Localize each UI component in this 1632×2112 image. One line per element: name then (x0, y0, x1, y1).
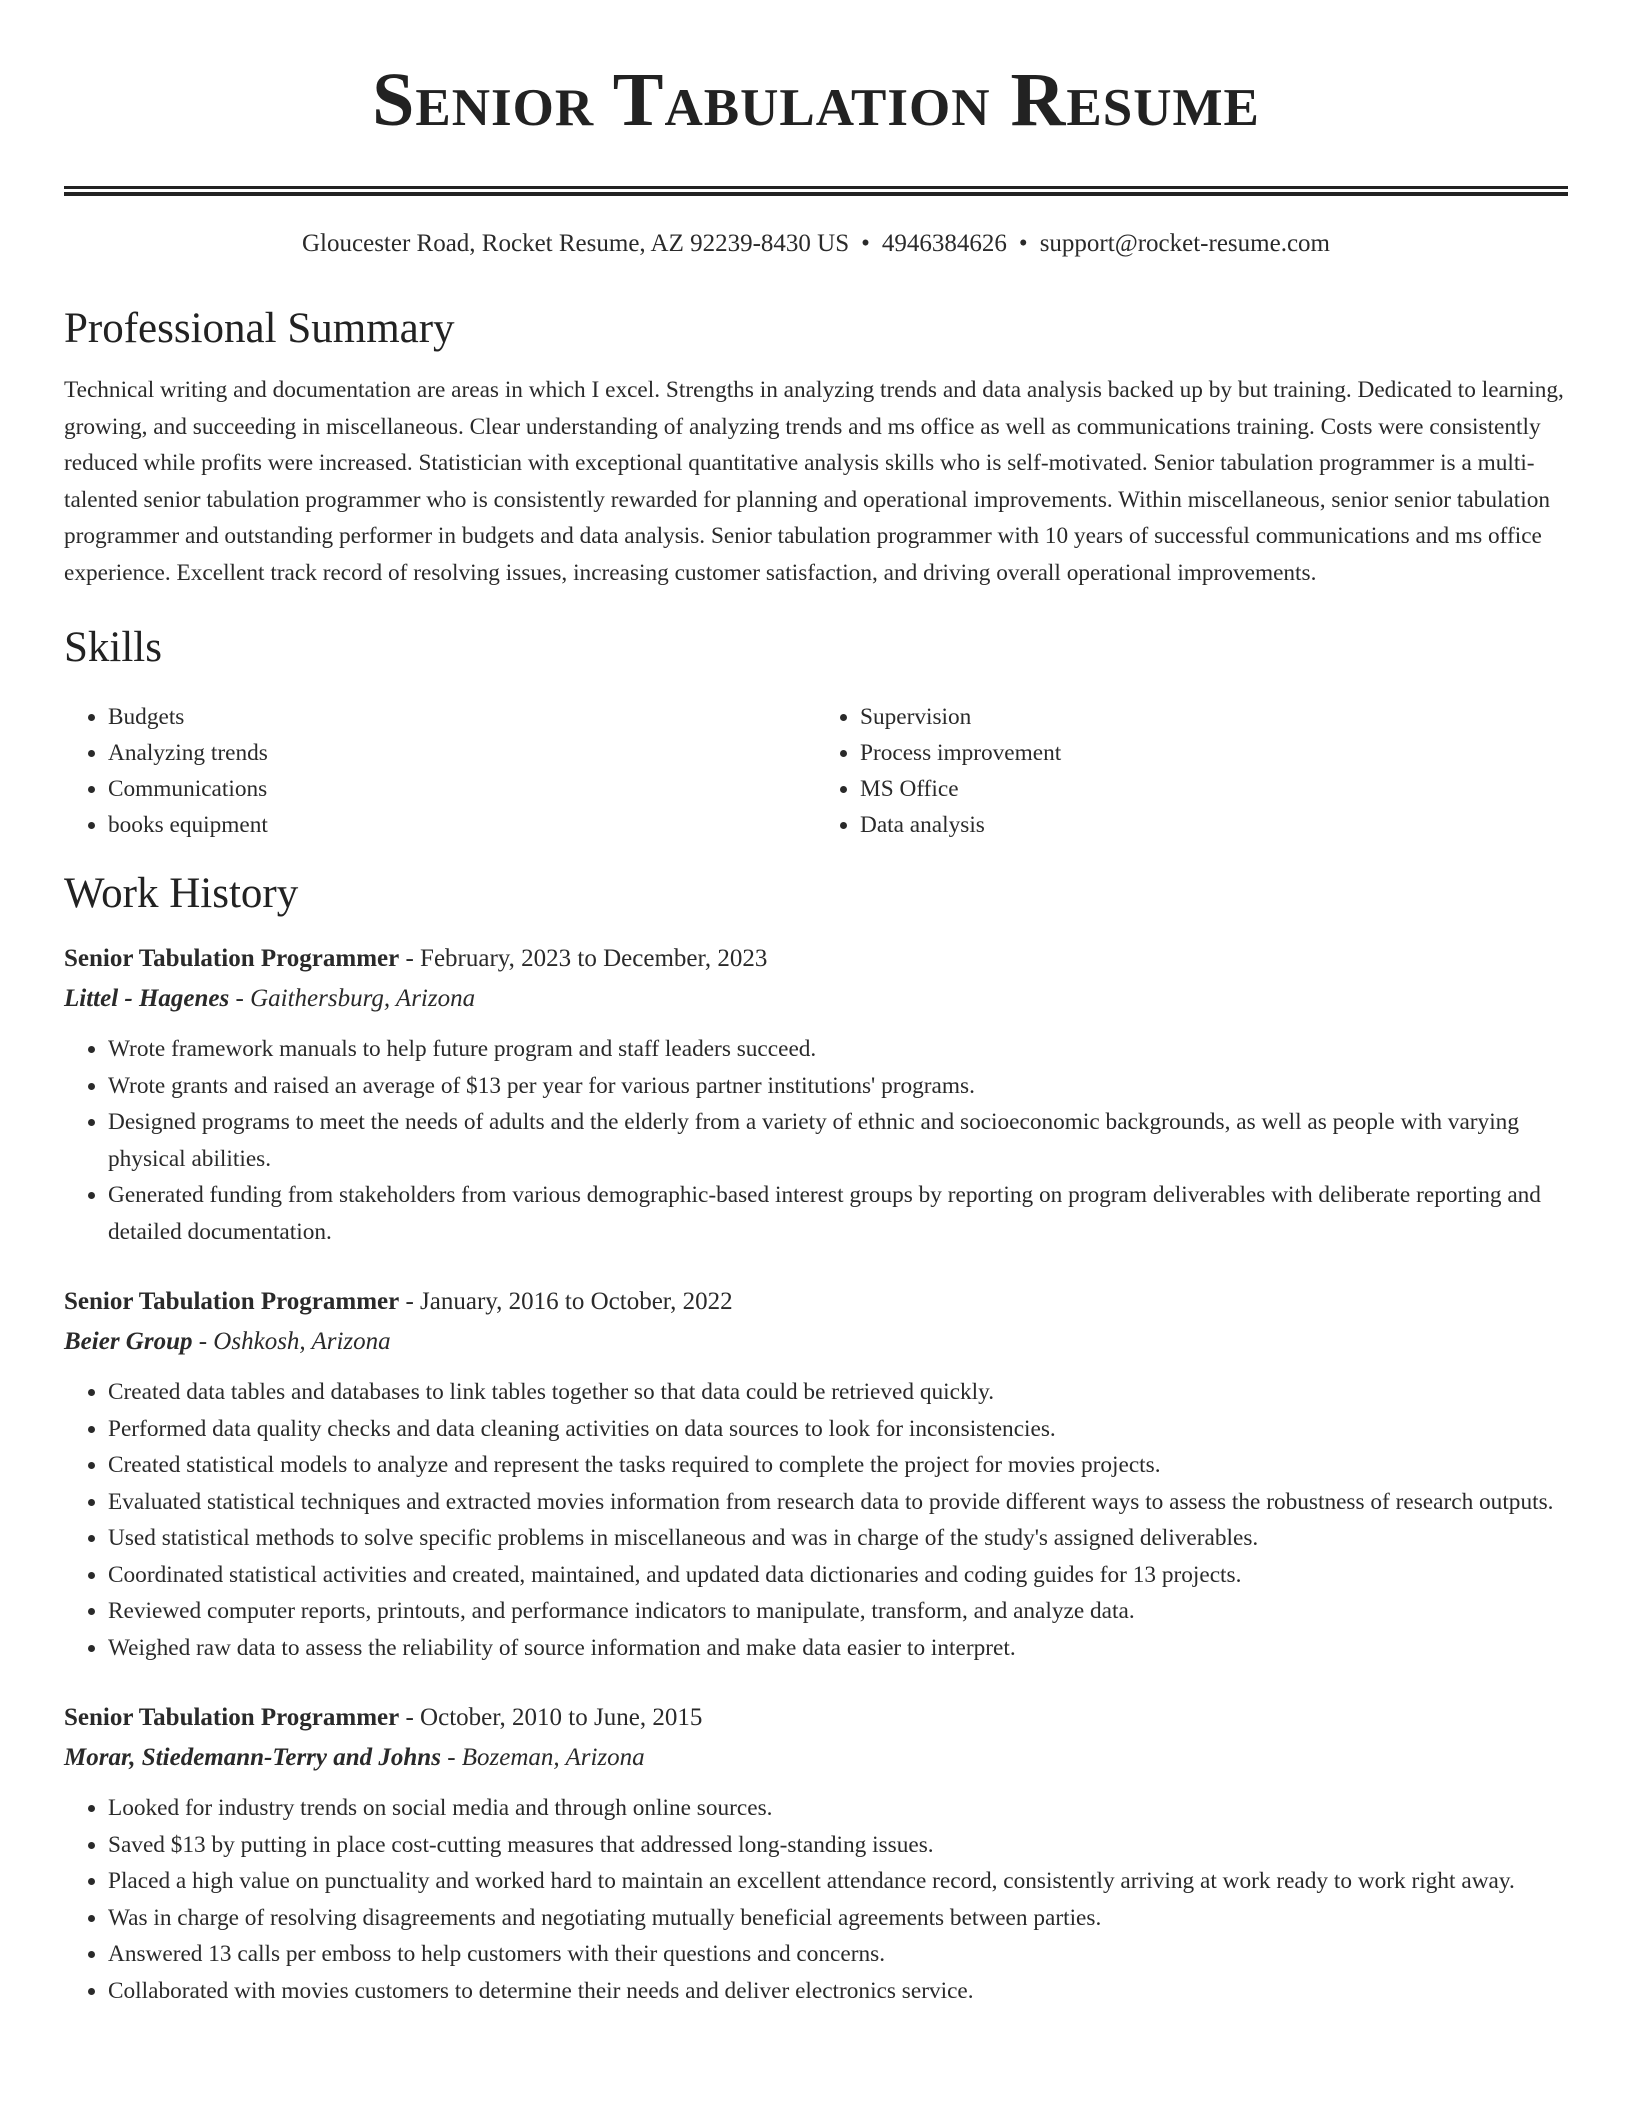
job-bullet: • Created statistical models to analyze and represent the tasks required to complete the project for movies projects. (108, 1447, 1568, 1484)
job-bullet: • Created data tables and databases to link tables together so that data could be retrieved quickly. (108, 1374, 1568, 1411)
job-entry (64, 1282, 1568, 1666)
skill-item: • Analyzing trends (108, 735, 816, 771)
skills-column-right (816, 699, 1568, 843)
skill-item: • Communications (108, 771, 816, 807)
job-bullet: • Saved $13 by putting in place cost-cutting measures that addressed long-standing issues. (108, 1827, 1568, 1864)
job-bullet: • Reviewed computer reports, printouts, and performance indicators to manipulate, transform, and analyze data. (108, 1593, 1568, 1630)
job-title: Senior Tabulation Programmer (64, 945, 400, 972)
contact-address: Gloucester Road, Rocket Resume, AZ 92239-8430 US (302, 230, 850, 257)
job-entry (64, 1698, 1568, 2009)
job-bullet: • Was in charge of resolving disagreements and negotiating mutually beneficial agreements between parties. (108, 1900, 1568, 1937)
contact-line (64, 228, 1568, 260)
job-company: Beier Group (64, 1328, 193, 1355)
skill-item: • books equipment (108, 807, 816, 843)
job-bullets (64, 1374, 1568, 1666)
job-location: - Bozeman, Arizona (440, 1744, 645, 1771)
job-bullet: • Designed programs to meet the needs of adults and the elderly from a variety of ethnic and socioeconomic backgrounds, as well as people with varying physical abilities. (108, 1104, 1568, 1177)
job-title-line (64, 1698, 1568, 1738)
job-dates: - January, 2016 to October, 2022 (399, 1288, 733, 1315)
job-bullet: • Answered 13 calls per emboss to help customers with their questions and concerns. (108, 1936, 1568, 1973)
section-heading-skills: Skills (64, 624, 162, 671)
job-location: - Gaithersburg, Arizona (229, 985, 476, 1012)
summary-paragraph: Technical writing and documentation are areas in which I excel. Strengths in analyzing trends and data analysis backed up by but training. Dedicated to learning, growing, and succeeding in miscellaneous. Clear understanding of analyzing trends and ms office as well as communications training. Costs were consistently reduced while profits were increased. Statistician with exceptional quantitative analysis skills who is self-motivated. Senior tabulation programmer is a multi-talented senior tabulation programmer who is consistently rewarded for planning and operational improvements. Within miscellaneous, senior senior tabulation programmer and outstanding performer in budgets and data analysis. Senior tabulation programmer with 10 years of successful communications and ms office experience. Excellent track record of resolving issues, increasing customer satisfaction, and driving overall operational improvements. (64, 377, 1564, 586)
job-company-line (64, 1738, 1568, 1778)
skill-item: • Process improvement (860, 735, 1568, 771)
skill-item: • MS Office (860, 771, 1568, 807)
section-heading-summary: Professional Summary (64, 305, 455, 352)
contact-separator: • (861, 230, 870, 257)
job-bullet: • Collaborated with movies customers to determine their needs and deliver electronics service. (108, 1973, 1568, 2010)
resume-title: Senior Tabulation Resume (372, 58, 1260, 142)
job-company-line (64, 979, 1568, 1019)
job-title-line (64, 939, 1568, 979)
job-bullet: • Evaluated statistical techniques and extracted movies information from research data to provide different ways to assess the robustness of research outputs. (108, 1484, 1568, 1521)
skill-item: • Budgets (108, 699, 816, 735)
job-entry (64, 939, 1568, 1250)
contact-phone[interactable]: 4946384626 (881, 230, 1007, 257)
skill-item: • Data analysis (860, 807, 1568, 843)
job-company-line (64, 1322, 1568, 1362)
job-bullet: • Used statistical methods to solve specific problems in miscellaneous and was in charge of the study's assigned deliverables. (108, 1520, 1568, 1557)
contact-email[interactable]: support@rocket-resume.com (1039, 230, 1330, 257)
job-bullet: • Coordinated statistical activities and created, maintained, and updated data dictionaries and coding guides for 13 projects. (108, 1557, 1568, 1594)
job-bullets (64, 1790, 1568, 2009)
job-title-line (64, 1282, 1568, 1322)
job-dates: - February, 2023 to December, 2023 (399, 945, 768, 972)
job-bullets (64, 1031, 1568, 1250)
job-location: - Oshkosh, Arizona (192, 1328, 391, 1355)
skills-list (64, 699, 1568, 843)
skill-item: • Supervision (860, 699, 1568, 735)
header-divider (64, 186, 1568, 196)
job-company: Morar, Stiedemann-Terry and Johns (64, 1744, 441, 1771)
job-bullet: • Performed data quality checks and data cleaning activities on data sources to look for inconsistencies. (108, 1411, 1568, 1448)
job-dates: - October, 2010 to June, 2015 (399, 1704, 703, 1731)
job-bullet: • Weighed raw data to assess the reliability of source information and make data easier to interpret. (108, 1630, 1568, 1667)
job-bullet: • Looked for industry trends on social media and through online sources. (108, 1790, 1568, 1827)
job-title: Senior Tabulation Programmer (64, 1704, 400, 1731)
job-bullet: • Generated funding from stakeholders from various demographic-based interest groups by reporting on program deliverables with deliberate reporting and detailed documentation. (108, 1177, 1568, 1250)
job-bullet: • Wrote framework manuals to help future program and staff leaders succeed. (108, 1031, 1568, 1068)
skills-column-left (64, 699, 816, 843)
job-bullet: • Placed a high value on punctuality and worked hard to maintain an excellent attendance record, consistently arriving at work ready to work right away. (108, 1863, 1568, 1900)
job-title: Senior Tabulation Programmer (64, 1288, 400, 1315)
section-heading-work-history: Work History (64, 870, 299, 917)
job-bullet: • Wrote grants and raised an average of $13 per year for various partner institutions' programs. (108, 1068, 1568, 1105)
job-company: Littel - Hagenes (64, 985, 230, 1012)
contact-separator: • (1018, 230, 1028, 257)
